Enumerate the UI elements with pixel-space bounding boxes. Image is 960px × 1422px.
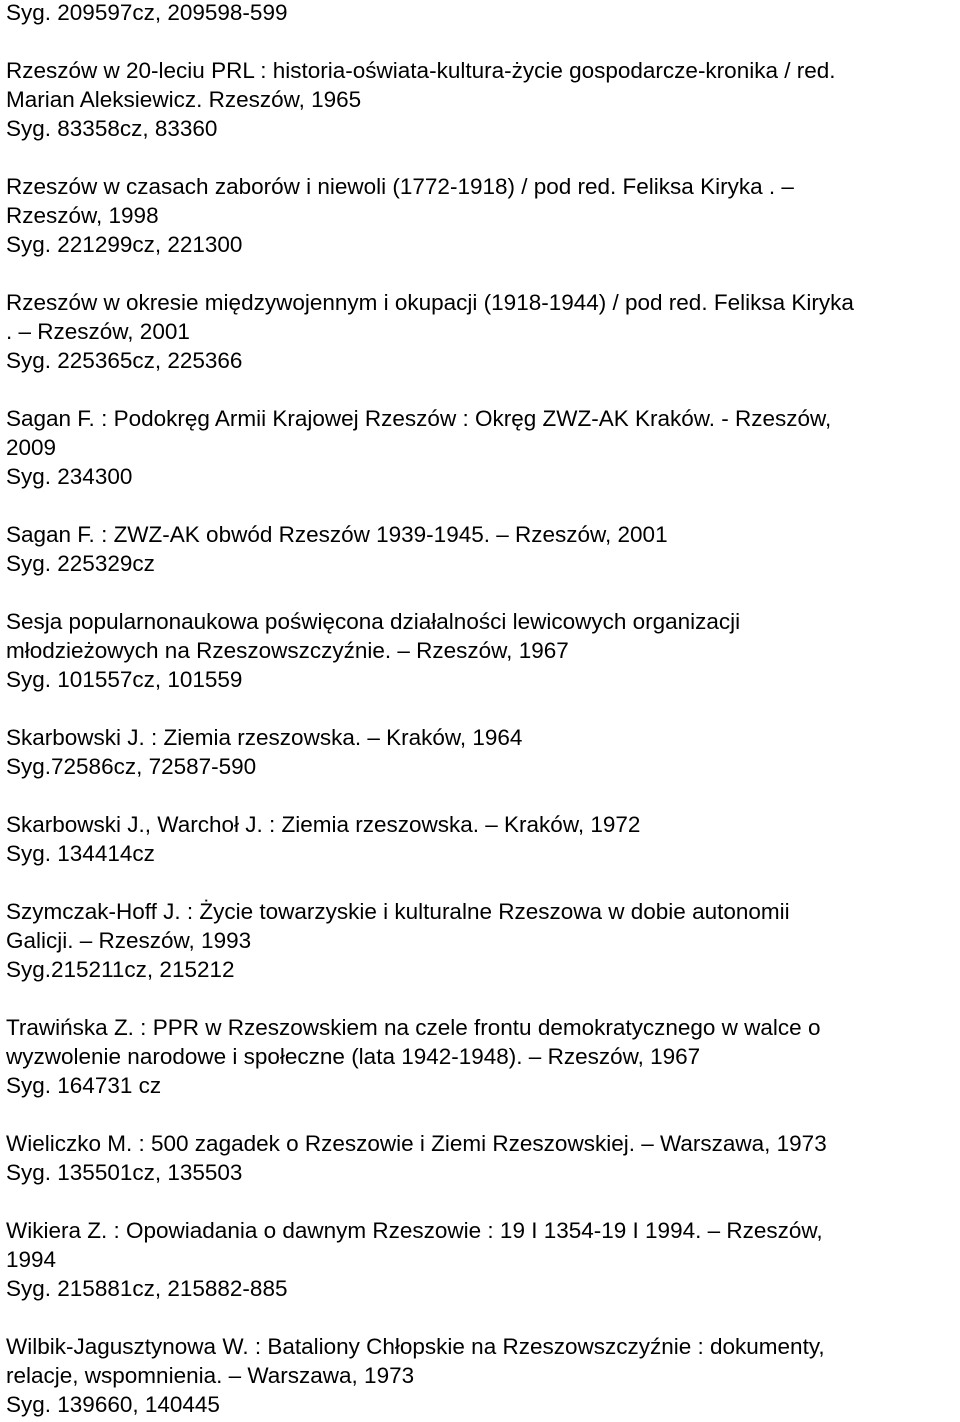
entry-line: Wieliczko M. : 500 zagadek o Rzeszowie i Ziemi Rzeszowskiej. – Warszawa, 1973 [6, 1131, 827, 1156]
shelfmark-line: Syg. 215881cz, 215882-885 [6, 1276, 288, 1301]
bibliography-entry [6, 607, 958, 694]
entry-line: Skarbowski J. : Ziemia rzeszowska. – Kraków, 1964 [6, 725, 523, 750]
bibliography-entry [6, 1129, 958, 1187]
entry-gap [6, 578, 958, 607]
bibliography-entry [6, 723, 958, 781]
shelfmark-line: Syg. 234300 [6, 464, 133, 489]
entry-gap [6, 259, 958, 288]
entry-line: Wikiera Z. : Opowiadania o dawnym Rzeszowie : 19 I 1354-19 I 1994. – Rzeszów, [6, 1218, 823, 1243]
entry-line: wyzwolenie narodowe i społeczne (lata 1942-1948). – Rzeszów, 1967 [6, 1044, 701, 1069]
entry-line: Szymczak-Hoff J. : Życie towarzyskie i kulturalne Rzeszowa w dobie autonomii [6, 899, 790, 924]
shelfmark-line: Syg. 225329cz [6, 551, 155, 576]
bibliography-entry [6, 1013, 958, 1100]
entry-gap [6, 984, 958, 1013]
bibliography-entry [6, 288, 958, 375]
entry-line: Sagan F. : ZWZ-AK obwód Rzeszów 1939-1945. – Rzeszów, 2001 [6, 522, 668, 547]
shelfmark-line: Syg. 164731 cz [6, 1073, 162, 1098]
entry-gap [6, 491, 958, 520]
shelfmark-line: Syg.72586cz, 72587-590 [6, 754, 257, 779]
shelfmark-line: Syg. 83358cz, 83360 [6, 116, 218, 141]
entry-line: Rzeszów w czasach zaborów i niewoli (1772-1918) / pod red. Feliksa Kiryka . – [6, 174, 794, 199]
entry-gap [6, 375, 958, 404]
entry-line: relacje, wspomnienia. – Warszawa, 1973 [6, 1363, 415, 1388]
shelfmark-line: Syg. 225365cz, 225366 [6, 348, 243, 373]
entry-gap [6, 1187, 958, 1216]
entry-line: Rzeszów w 20-leciu PRL : historia-oświata-kultura-życie gospodarcze-kronika / red. [6, 58, 836, 83]
entry-gap [6, 781, 958, 810]
shelfmark-line: Syg. 101557cz, 101559 [6, 667, 243, 692]
entry-gap [6, 27, 958, 56]
bibliography-entry [6, 810, 958, 868]
entry-gap [6, 694, 958, 723]
entry-line: . – Rzeszów, 2001 [6, 319, 190, 344]
bibliography-page [6, 0, 958, 1419]
entry-gap [6, 868, 958, 897]
bibliography-entry [6, 1332, 958, 1419]
entry-line: Rzeszów, 1998 [6, 203, 159, 228]
entry-line: Skarbowski J., Warchoł J. : Ziemia rzeszowska. – Kraków, 1972 [6, 812, 641, 837]
entry-line: Rzeszów w okresie międzywojennym i okupacji (1918-1944) / pod red. Feliksa Kiryka [6, 290, 854, 315]
entry-line: Galicji. – Rzeszów, 1993 [6, 928, 252, 953]
shelfmark-line: Syg. 135501cz, 135503 [6, 1160, 243, 1185]
bibliography-entry [6, 1216, 958, 1303]
entry-line: Wilbik-Jagusztynowa W. : Bataliony Chłopskie na Rzeszowszczyźnie : dokumenty, [6, 1334, 825, 1359]
entry-line: Sesja popularnonaukowa poświęcona działalności lewicowych organizacji [6, 609, 741, 634]
entry-line: Marian Aleksiewicz. Rzeszów, 1965 [6, 87, 362, 112]
bibliography-entry [6, 404, 958, 491]
bibliography-entry [6, 897, 958, 984]
shelfmark-line: Syg. 221299cz, 221300 [6, 232, 243, 257]
bibliography-entry [6, 172, 958, 259]
entry-gap [6, 143, 958, 172]
entry-gap [6, 1303, 958, 1332]
entry-line: Trawińska Z. : PPR w Rzeszowskiem na czele frontu demokratycznego w walce o [6, 1015, 821, 1040]
shelfmark-line: Syg. 134414cz [6, 841, 155, 866]
shelfmark-line: Syg.215211cz, 215212 [6, 957, 235, 982]
entry-line: 1994 [6, 1247, 57, 1272]
shelfmark-line: Syg. 209597cz, 209598-599 [6, 0, 288, 25]
entry-line: 2009 [6, 435, 57, 460]
entry-line: młodzieżowych na Rzeszowszczyźnie. – Rzeszów, 1967 [6, 638, 569, 663]
bibliography-entry [6, 56, 958, 143]
entry-line: Sagan F. : Podokręg Armii Krajowej Rzeszów : Okręg ZWZ-AK Kraków. - Rzeszów, [6, 406, 832, 431]
shelfmark-line: Syg. 139660, 140445 [6, 1392, 220, 1417]
entry-gap [6, 1100, 958, 1129]
bibliography-entry [6, 520, 958, 578]
